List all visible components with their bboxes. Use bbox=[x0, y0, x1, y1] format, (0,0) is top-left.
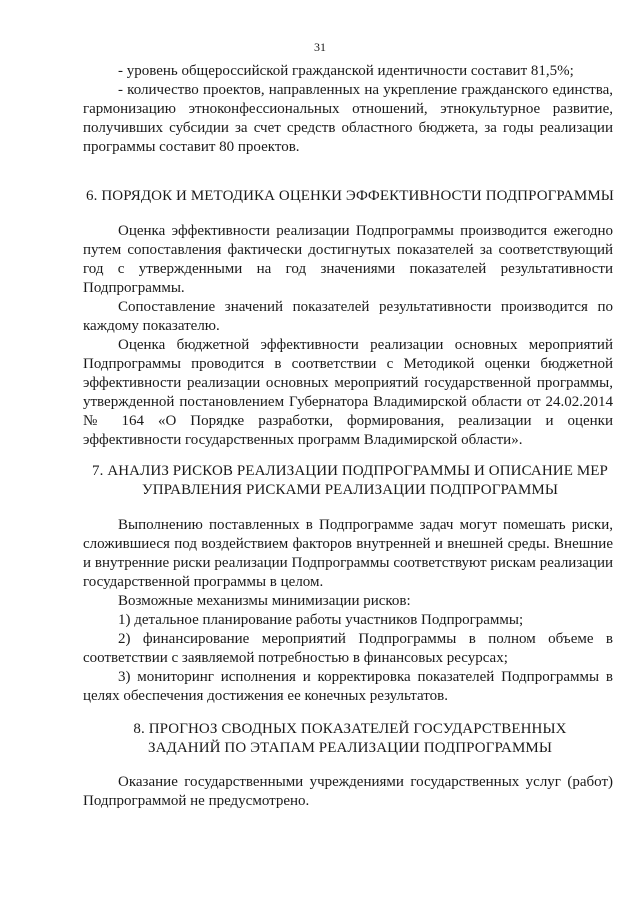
section-6-paragraph-3: Оценка бюджетной эффективности реализации основных мероприятий Подпрограммы проводится в соответствии с Методикой оценки бюджетной эффективности реализации основных мероприятий государственной программы, утвержденной постановлением Губернатора Владимирской области от 24.02.2014 № 164 «О Порядке разработки, формирования, реализации и оценки эффективности государственных программ Владимирской области». bbox=[83, 337, 613, 448]
section-8-heading bbox=[70, 720, 630, 758]
intro-item-2: - количество проектов, направленных на укрепление гражданского единства, гармонизацию этноконфессиональных отношений, этнокультурное развитие, получивших субсидии за счет средств областного бюджета, за годы реализации программы составит 80 проектов. bbox=[83, 82, 613, 155]
section-8-heading-line-2: ЗАДАНИЙ ПО ЭТАПАМ РЕАЛИЗАЦИИ ПОДПРОГРАММЫ bbox=[147, 740, 553, 756]
section-8-body bbox=[83, 773, 613, 811]
page-number: 31 bbox=[314, 40, 326, 54]
section-7-heading-line-1: 7. АНАЛИЗ РИСКОВ РЕАЛИЗАЦИИ ПОДПРОГРАММЫ И ОПИСАНИЕ МЕР bbox=[92, 463, 608, 479]
section-7-heading-line-2: УПРАВЛЕНИЯ РИСКАМИ РЕАЛИЗАЦИИ ПОДПРОГРАММЫ bbox=[142, 482, 558, 498]
section-6-paragraph-2: Сопоставление значений показателей результативности производится по каждому показателю. bbox=[83, 299, 613, 334]
section-8-heading-line-1: 8. ПРОГНОЗ СВОДНЫХ ПОКАЗАТЕЛЕЙ ГОСУДАРСТВЕННЫХ bbox=[133, 721, 567, 737]
section-7-paragraph-2: Возможные механизмы минимизации рисков: bbox=[118, 593, 411, 609]
section-7-heading bbox=[70, 462, 630, 500]
intro-block bbox=[83, 62, 613, 157]
section-7-body bbox=[83, 516, 613, 706]
section-7-paragraph-3: 1) детальное планирование работы участников Подпрограммы; bbox=[118, 612, 524, 628]
section-8-paragraph-1: Оказание государственными учреждениями государственных услуг (работ) Подпрограммой не предусмотрено. bbox=[83, 774, 613, 809]
section-6-body bbox=[83, 222, 613, 450]
intro-item-1: - уровень общероссийской гражданской идентичности составит 81,5%; bbox=[118, 63, 574, 79]
section-7-paragraph-5: 3) мониторинг исполнения и корректировка показателей Подпрограммы в целях обеспечения достижения ее конечных результатов. bbox=[83, 669, 613, 704]
section-7-paragraph-1: Выполнению поставленных в Подпрограмме задач могут помешать риски, сложившиеся под воздействием факторов внутренней и внешней среды. Внешние и внутренние риски реализации Подпрограммы соответствуют рискам реализации государственной программы в целом. bbox=[83, 517, 613, 590]
section-7-paragraph-4: 2) финансирование мероприятий Подпрограммы в полном объеме в соответствии с заявляемой потребностью в финансовых ресурсах; bbox=[83, 631, 613, 666]
section-6-paragraph-1: Оценка эффективности реализации Подпрограммы производится ежегодно путем сопоставления фактически достигнутых показателей за соответствующий год с утвержденными на год значениями показателей результативности Подпрограммы. bbox=[83, 223, 613, 296]
section-6-heading: 6. ПОРЯДОК И МЕТОДИКА ОЦЕНКИ ЭФФЕКТИВНОСТИ ПОДПРОГРАММЫ bbox=[86, 188, 614, 204]
